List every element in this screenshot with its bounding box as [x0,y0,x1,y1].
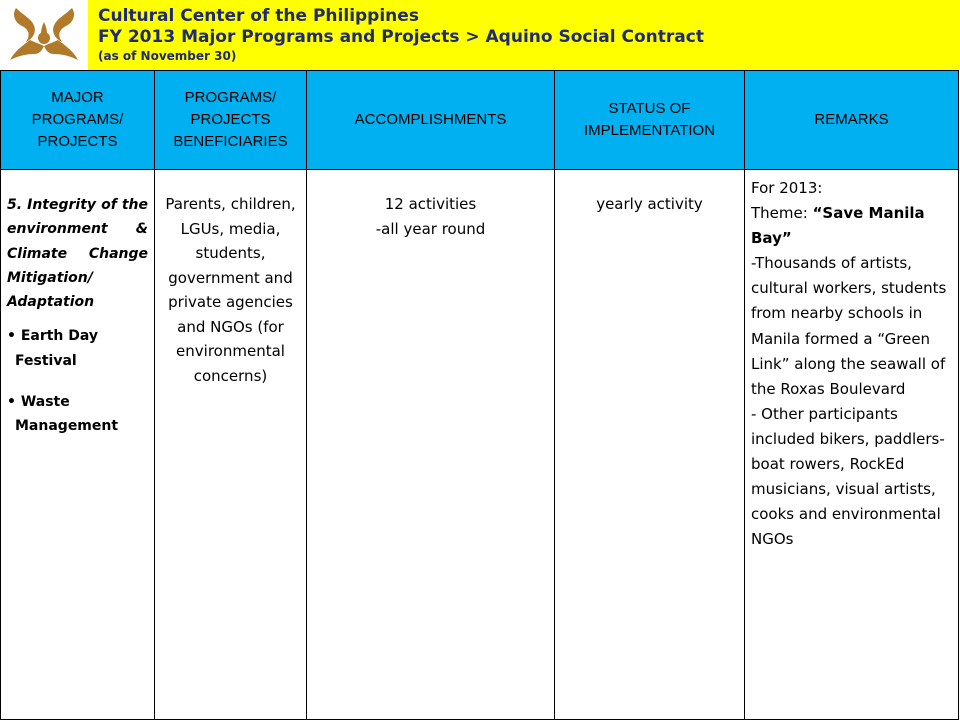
ccp-logo-icon [0,0,88,70]
remarks-theme [751,201,952,251]
table-header-row [1,71,959,170]
header-remarks: REMARKS [745,71,959,170]
cell-accomplishments [307,170,555,720]
header-accomplishments: ACCOMPLISHMENTS [307,71,555,170]
header-major-programs: MAJOR PROGRAMS/ PROJECTS [1,71,155,170]
remarks-year: For 2013: [751,179,823,197]
title-banner [88,0,960,70]
cell-beneficiaries: Parents, children, LGUs, media, students, government and private agencies and NGOs (for environmental concerns) [155,170,307,720]
page-title: FY 2013 Major Programs and Projects > Aquino Social Contract [98,27,704,47]
remarks-theme-label: Theme: [751,204,813,223]
org-title: Cultural Center of the Philippines [98,6,419,26]
cell-remarks [745,170,959,720]
header-banner [0,0,960,70]
table-row [1,170,959,720]
cell-project [1,170,155,720]
remarks-theme-value: “Save Manila Bay” [751,204,925,248]
project-name: 5. Integrity of the environment & Climate Change Mitigation/ Adaptation [7,197,148,311]
as-of-date: (as of November 30) [98,49,237,63]
header-status: STATUS OF IMPLEMENTATION [555,71,745,170]
logo-area [0,0,88,70]
programs-table [0,70,959,720]
bullet-label: Waste Management [15,394,119,435]
bullet-label: Earth Day Festival [15,328,99,369]
bullet-item: • Waste Management [7,394,119,435]
accomplishments-count: 12 activities [384,195,477,213]
project-bullets [7,324,148,438]
cell-status: yearly activity [555,170,745,720]
remarks-paragraph: -Thousands of artists, cultural workers, students from nearby schools in Manila formed a “Green Link” along the seawall of the Roxas Boulevard [751,254,947,398]
bullet-item: • Earth Day Festival [7,328,99,369]
remarks-paragraph: - Other participants included bikers, paddlers-boat rowers, RockEd musicians, visual artists, cooks and environmental NGOs [751,404,945,549]
header-beneficiaries: PROGRAMS/ PROJECTS BENEFICIARIES [155,71,307,170]
accomplishments-period: -all year round [375,219,486,238]
